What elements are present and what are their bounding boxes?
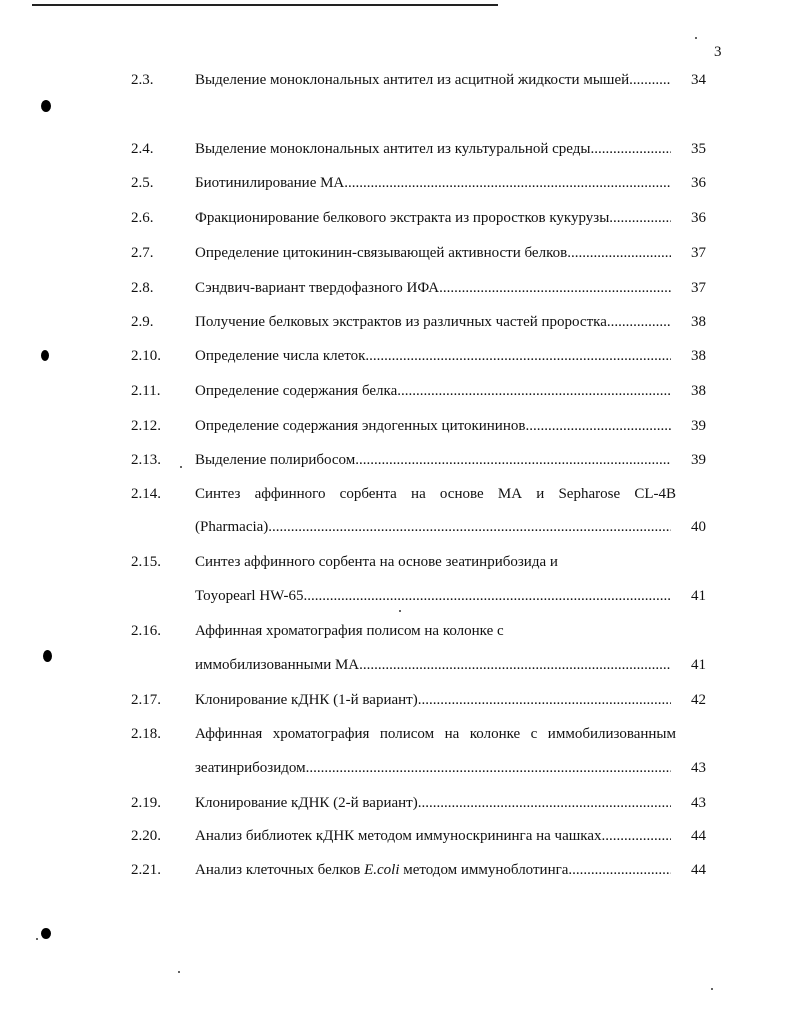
toc-entry-page: 37 (691, 280, 706, 296)
toc-entry-number: 2.13. (131, 452, 161, 468)
toc-entry-number: 2.16. (131, 623, 161, 639)
punch-hole-mark (41, 350, 49, 361)
toc-entry-number: 2.3. (131, 72, 154, 88)
punch-hole-mark (41, 100, 51, 112)
toc-entry-page: 36 (691, 210, 706, 226)
toc-entry-page: 34 (691, 72, 706, 88)
toc-entry-number: 2.20. (131, 828, 161, 844)
toc-entry-page: 38 (691, 383, 706, 399)
toc-entry-page: 41 (691, 657, 706, 673)
scan-speck (711, 988, 713, 990)
toc-entry-number: 2.15. (131, 554, 161, 570)
toc-entry-title-cont: зеатинрибозидом (195, 760, 306, 776)
toc-entry-number: 2.11. (131, 383, 161, 399)
toc-entry-title: Синтез аффинного сорбента на основе МА и Sepharose CL-4B (195, 486, 676, 502)
toc-entry-page: 42 (691, 692, 706, 708)
toc-entry-title: Выделение полирибосом (195, 452, 356, 468)
scan-speck (180, 466, 182, 468)
toc-entry-title: Аффинная хроматография полисом на колонке с (195, 623, 504, 639)
scan-speck (399, 610, 401, 612)
scan-speck (178, 971, 180, 973)
toc-entry-page: 43 (691, 795, 706, 811)
toc-entry-page: 35 (691, 141, 706, 157)
punch-hole-mark (43, 650, 52, 662)
toc-entry-title: Синтез аффинного сорбента на основе зеатинрибозида и (195, 554, 558, 570)
toc-entry-title: Фракционирование белкового экстракта из проростков кукурузы (195, 210, 610, 226)
toc-entry-number: 2.21. (131, 862, 161, 878)
toc-entry-number: 2.5. (131, 175, 154, 191)
toc-entry-page: 43 (691, 760, 706, 776)
toc-entry-page: 39 (691, 452, 706, 468)
toc-entry-number: 2.18. (131, 726, 161, 742)
toc-entry-title-cont: иммобилизованными МА (195, 657, 360, 673)
scan-speck (695, 37, 697, 39)
toc-entry-number: 2.6. (131, 210, 154, 226)
toc-entry-page: 36 (691, 175, 706, 191)
toc-entry-number: 2.10. (131, 348, 161, 364)
toc-entry-title: Определение цитокинин-связывающей активности белков (195, 245, 568, 261)
toc-entry-title: Аффинная хроматография полисом на колонке с иммобилизованным (195, 726, 676, 742)
toc-entry-title: Определение содержания белка (195, 383, 398, 399)
toc-entry-title: Получение белковых экстрактов из различных частей проростка (195, 314, 607, 330)
toc-entry-title: Анализ клеточных белков (195, 862, 365, 878)
toc-entry-title: Сэндвич-вариант твердофазного ИФА (195, 280, 440, 296)
toc-entry-number: 2.8. (131, 280, 154, 296)
toc-entry-page: 37 (691, 245, 706, 261)
toc-entry-title: Определение числа клеток (195, 348, 366, 364)
toc-entry-page: 38 (691, 314, 706, 330)
toc-entry-title: методом иммуноблотинга (399, 862, 569, 878)
toc-entry-title: Выделение моноклональных антител из культуральной среды (195, 141, 591, 157)
toc-entry-title: Определение содержания эндогенных цитокининов (195, 418, 526, 434)
toc-entry-title: Анализ библиотек кДНК методом иммуноскрининга на чашках (195, 828, 602, 844)
toc-entry-title-cont: Toyopearl HW-65 (195, 588, 304, 604)
toc-entry-number: 2.9. (131, 314, 154, 330)
toc-entry-title: Выделение моноклональных антител из асцитной жидкости мышей (195, 72, 630, 88)
toc-entry-number: 2.14. (131, 486, 161, 502)
toc-entry-page: 38 (691, 348, 706, 364)
toc-entry-title-italic: E.coli (364, 862, 400, 878)
toc-entry-title: Биотинилирование МА (195, 175, 345, 191)
top-rule (32, 4, 498, 6)
toc-entry-number: 2.7. (131, 245, 154, 261)
toc-entry-number: 2.12. (131, 418, 161, 434)
toc-entry-title: Клонирование кДНК (2-й вариант) (195, 795, 418, 811)
toc-entry-number: 2.4. (131, 141, 154, 157)
toc-entry-page: 44 (691, 828, 706, 844)
toc-entry-page: 39 (691, 418, 706, 434)
toc-entry-number: 2.19. (131, 795, 161, 811)
scan-speck (36, 938, 38, 940)
toc-entry-number: 2.17. (131, 692, 161, 708)
page-number: 3 (714, 44, 722, 60)
toc-entry-page: 44 (691, 862, 706, 878)
toc-entry-title: Клонирование кДНК (1-й вариант) (195, 692, 418, 708)
punch-hole-mark (41, 928, 51, 939)
toc-entry-page: 40 (691, 519, 706, 535)
toc-entry-title-cont: (Pharmacia) (195, 519, 269, 535)
toc-entry-page: 41 (691, 588, 706, 604)
